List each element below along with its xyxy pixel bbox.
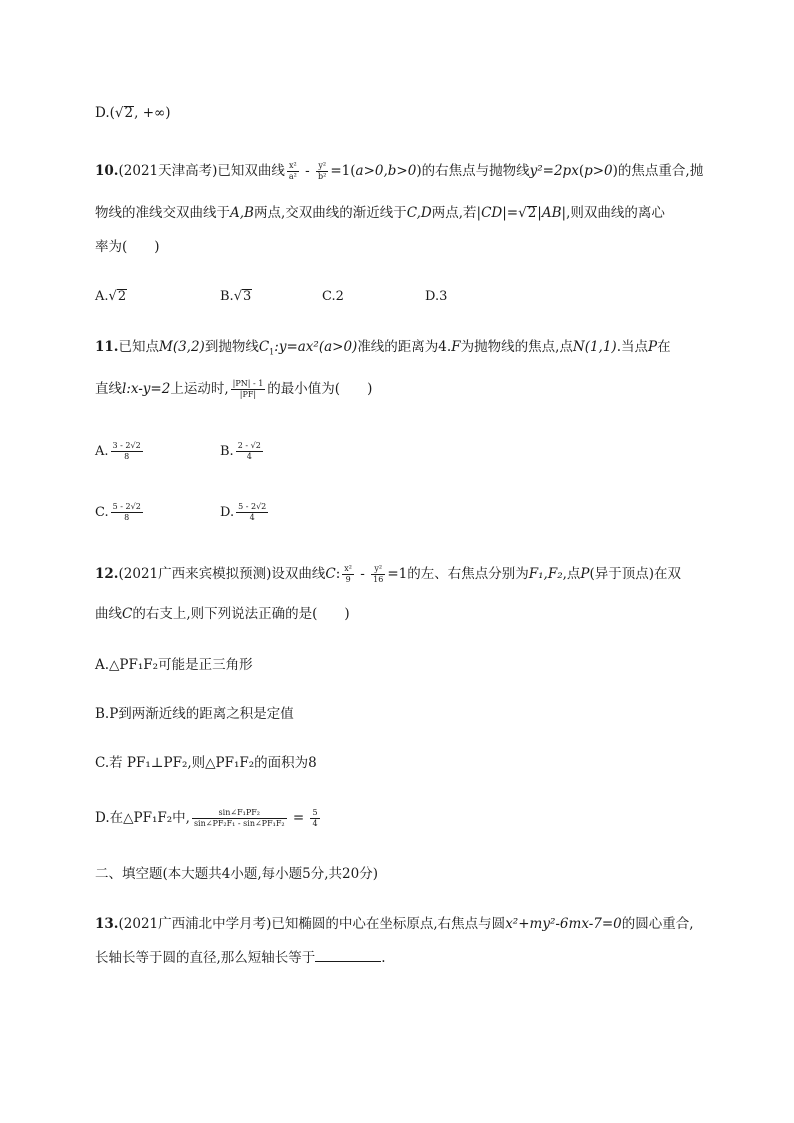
section-heading-fill-in: 二、填空题(本大题共4小题,每小题5分,共20分) [95, 866, 378, 882]
sqrt-symbol [518, 205, 527, 221]
q10-line-3: 率为( ) [95, 239, 160, 255]
q10-line-1: 10.(2021天津高考)已知双曲线 $\frac{\text{x²}}{\text{a²}}$ - $\frac{\text{y²}}{\text{b²}}$ =1(a>0,b>0)的右焦点与抛物线y²=2px(p>0)的焦点重合,抛 [95, 161, 704, 181]
q10-line-2: 物线的准线交双曲线于A,B两点,交双曲线的渐近线于C,D两点,若|CD|=√ 2|AB|,则双曲线的离心 [95, 203, 665, 223]
q12-option-d: D.在△PF₁F₂中, $\frac{\text{sin∠F₁PF₂}}{\text{sin∠PF₂F₁ - sin∠PF₁F₂}}$ = $\frac{5}{4}$ [95, 808, 318, 828]
q12-ratio-fraction: $\frac{5}{4}$ [312, 808, 318, 828]
q12-line-1: 12.(2021广西来宾模拟预测)设双曲线C: $\frac{\text{x²}}{9}$ - $\frac{\text{y²}}{16}$ =1的左、右焦点分别为F₁,F₂,点P(异于顶点)在双 [95, 564, 682, 584]
q11-option-c: C. $\frac{5 - 2√ 2}{8}$ [95, 502, 145, 523]
q10-option-c: C.2 [322, 289, 344, 304]
sqrt-symbol [234, 289, 242, 304]
q12-option-c: C.若 PF₁⊥PF₂,则△PF₁F₂的面积为8 [95, 755, 317, 771]
q10-option-a: A.√ 2 [95, 287, 127, 307]
q13-line-1: 13.(2021广西浦北中学月考)已知椭圆的中心在坐标原点,右焦点与圆x²+my²-6mx-7=0的圆心重合, [95, 916, 694, 932]
q13-line-2: 长轴长等于圆的直径,那么短轴长等于 . [95, 950, 386, 966]
q11-option-a: A. $\frac{3 - 2√ 2}{8}$ [95, 441, 145, 462]
q11-line-2: 直线l:x-y=2上运动时, $\frac{|PN| - 1}{|PF|}$ 的最小值为( ) [95, 379, 373, 399]
q10-option-d: D.3 [425, 289, 448, 304]
q12-option-b: B.P到两渐近线的距离之积是定值 [95, 706, 294, 722]
q11-line-1: 11.已知点M(3,2)到抛物线$C_1:y=ax^2(a>0)$准线的距离为4.F为抛物线的焦点,点N(1,1).当点P在 [95, 339, 671, 357]
q12-frac-2: $\frac{\text{y²}}{16}$ [373, 564, 384, 584]
sqrt-symbol [115, 105, 124, 121]
q10-option-b: B.√ 3 [220, 287, 252, 307]
hyperbola-frac-2: $\frac{\text{y²}}{\text{b²}}$ [318, 161, 327, 181]
q11-option-b: B. $\frac{2 - √ 2}{4}$ [220, 441, 265, 462]
sqrt-symbol [109, 289, 117, 304]
hyperbola-frac-1: $\frac{\text{x²}}{\text{a²}}$ [288, 161, 297, 181]
q11-fraction: $\frac{|PN| - 1}{|PF|}$ [232, 379, 264, 399]
q11-option-d: D. $\frac{5 - 2√ 2}{4}$ [220, 502, 270, 523]
q12-option-a: A.△PF₁F₂可能是正三角形 [95, 657, 253, 673]
answer-blank[interactable] [315, 949, 381, 962]
q9-option-d: D.(√ 2, +∞) [95, 103, 171, 123]
q12-sine-fraction: $\frac{\text{sin∠F₁PF₂}}{\text{sin∠PF₂F₁ - sin∠PF₁F₂}}$ [193, 808, 285, 828]
q12-frac-1: $\frac{\text{x²}}{9}$ [344, 564, 353, 584]
q12-line-2: 曲线C的右支上,则下列说法正确的是( ) [95, 606, 350, 622]
